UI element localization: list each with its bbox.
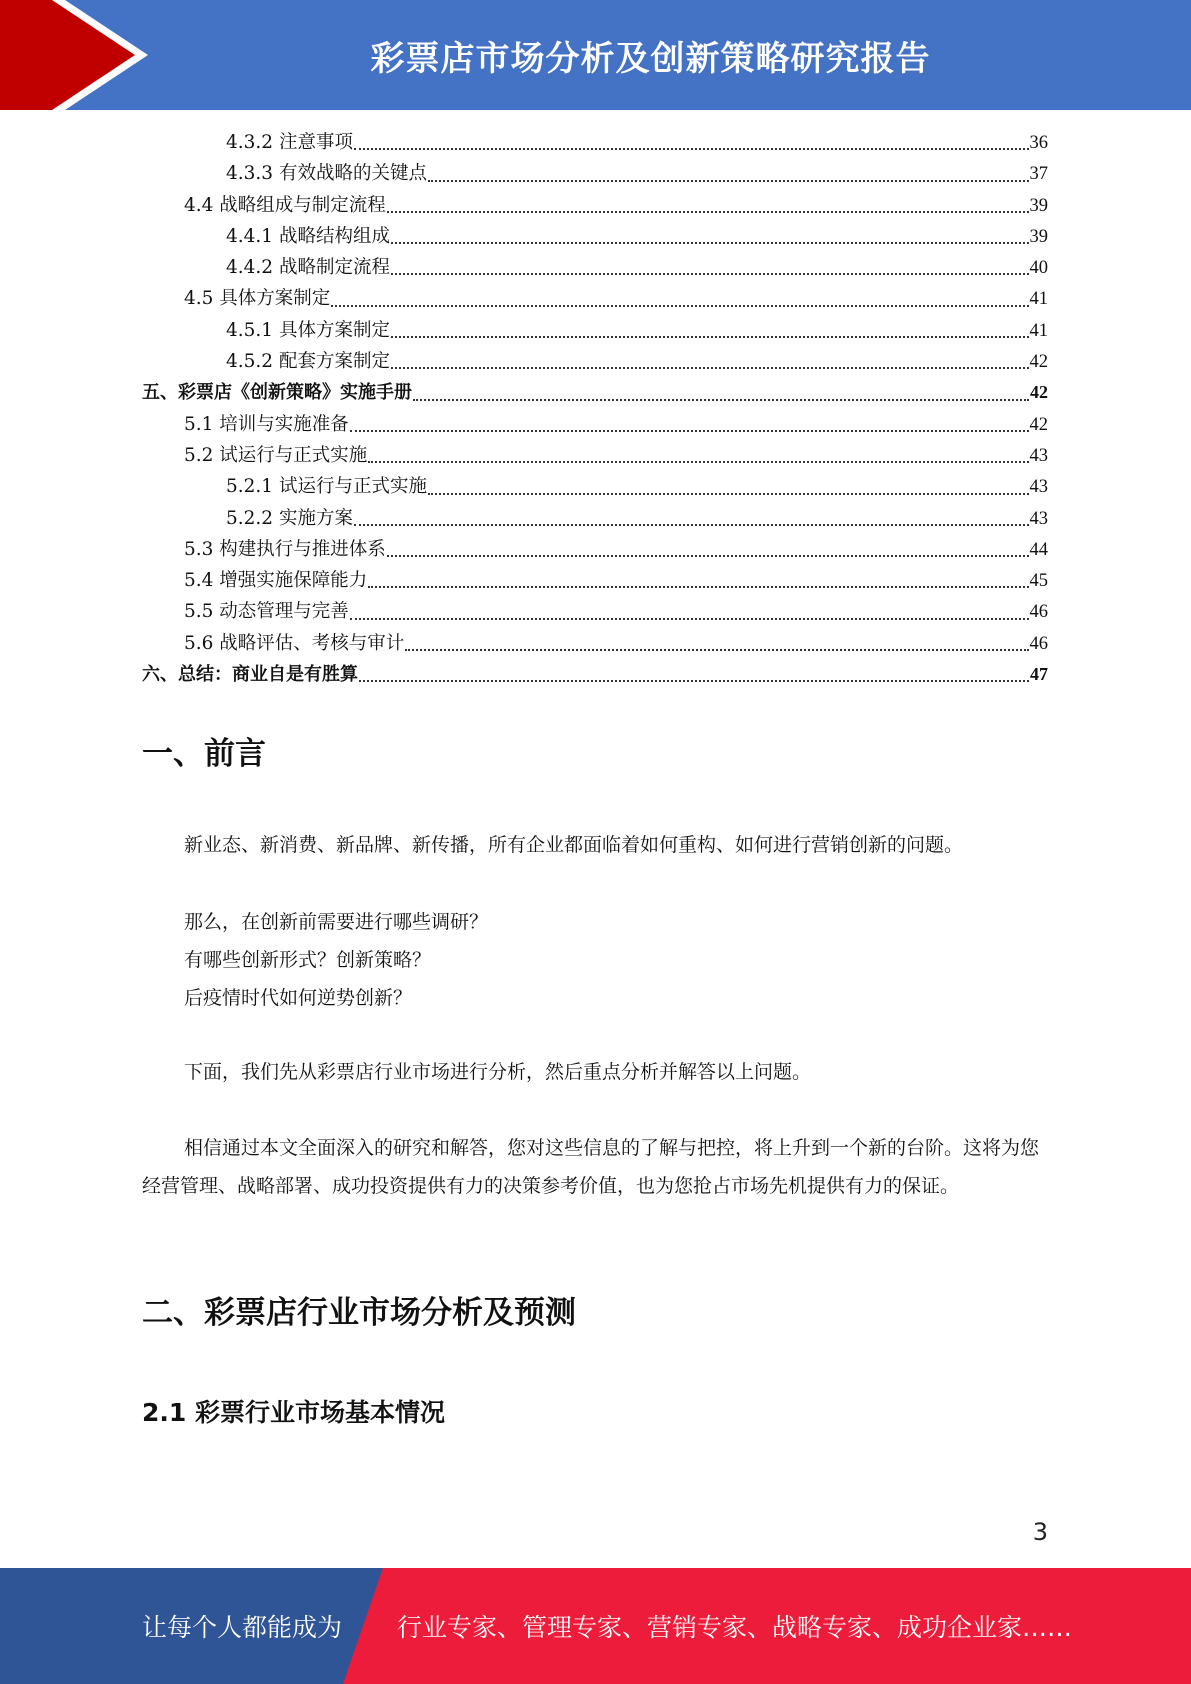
toc-entry[interactable] — [142, 503, 1048, 534]
toc-entry-page: 42 — [1029, 414, 1048, 435]
toc-entry-title: 5.2 试运行与正式实施 — [184, 444, 368, 466]
toc-entry[interactable] — [142, 565, 1048, 596]
toc-dot-leader — [391, 336, 1029, 338]
toc-entry-title: 4.4.1 战略结构组成 — [226, 225, 390, 247]
preface-question-1: 那么，在创新前需要进行哪些调研？ — [184, 911, 489, 933]
toc-entry-page: 42 — [1029, 352, 1048, 373]
toc-entry-page: 45 — [1029, 571, 1048, 592]
preface-paragraph-1: 新业态、新消费、新品牌、新传播，所有企业都面临着如何重构、如何进行营销创新的问题。 — [184, 834, 964, 856]
toc-dot-leader — [350, 618, 1029, 620]
toc-entry-page: 43 — [1029, 508, 1048, 529]
toc-entry[interactable] — [142, 346, 1048, 377]
toc-entry-page: 39 — [1029, 195, 1048, 216]
toc-dot-leader — [405, 649, 1028, 651]
toc-entry-title: 5.1 培训与实施准备 — [184, 413, 349, 435]
toc-dot-leader — [368, 586, 1028, 588]
toc-entry[interactable] — [142, 283, 1048, 314]
toc-entry-page: 42 — [1030, 382, 1048, 403]
toc-entry[interactable] — [142, 190, 1048, 221]
toc-entry-page: 41 — [1029, 289, 1048, 310]
report-title: 彩票店市场分析及创新策略研究报告 — [370, 38, 931, 79]
toc-entry-page: 41 — [1029, 320, 1048, 341]
page-footer — [0, 1568, 1191, 1684]
toc-dot-leader — [350, 430, 1029, 432]
toc-entry-page: 47 — [1030, 664, 1048, 685]
toc-entry[interactable] — [142, 596, 1048, 627]
table-of-contents — [142, 127, 1048, 690]
toc-entry-title: 4.3.3 有效战略的关键点 — [226, 163, 427, 185]
preface-paragraph-3: 相信通过本文全面深入的研究和解答，您对这些信息的了解与把控，将上升到一个新的台阶。这将为您经营管理、战略部署、成功投资提供有力的决策参考价值，也为您抢占市场先机提供有力的保证。 — [142, 1137, 1040, 1197]
toc-entry-title: 5.2.2 实施方案 — [226, 507, 353, 529]
toc-dot-leader — [387, 211, 1029, 213]
toc-entry-page: 46 — [1029, 602, 1048, 623]
toc-entry[interactable] — [142, 315, 1048, 346]
toc-entry-title: 5.2.1 试运行与正式实施 — [226, 476, 427, 498]
page-header — [0, 0, 1191, 110]
toc-entry-page: 37 — [1029, 164, 1048, 185]
toc-entry-page: 46 — [1029, 633, 1048, 654]
chevron-arrow-icon — [0, 0, 150, 110]
toc-entry-title: 4.5 具体方案制定 — [184, 288, 331, 310]
page-number: 3 — [1032, 1518, 1048, 1546]
toc-dot-leader — [331, 305, 1028, 307]
toc-entry-title: 4.4 战略组成与制定流程 — [184, 194, 386, 216]
toc-entry[interactable] — [142, 377, 1048, 408]
toc-entry[interactable] — [142, 221, 1048, 252]
toc-entry[interactable] — [142, 409, 1048, 440]
subsection-heading: 2.1 彩票行业市场基本情况 — [142, 1398, 445, 1427]
preface-question-3: 后疫情时代如何逆势创新？ — [184, 987, 413, 1009]
toc-entry[interactable] — [142, 158, 1048, 189]
toc-entry-page: 40 — [1029, 258, 1048, 279]
toc-entry[interactable] — [142, 628, 1048, 659]
toc-dot-leader — [413, 399, 1029, 401]
toc-dot-leader — [428, 493, 1029, 495]
section-heading-market-analysis: 二、彩票店行业市场分析及预测 — [142, 1295, 576, 1331]
toc-entry-title: 4.3.2 注意事项 — [226, 132, 353, 153]
toc-entry-page: 43 — [1029, 445, 1048, 466]
section-heading-preface: 一、前言 — [142, 736, 266, 772]
toc-dot-leader — [391, 367, 1029, 369]
toc-entry[interactable] — [142, 440, 1048, 471]
toc-dot-leader — [391, 242, 1029, 244]
toc-entry[interactable] — [142, 534, 1048, 565]
toc-entry-title: 5.6 战略评估、考核与审计 — [184, 632, 405, 654]
footer-slogan-left: 让每个人都能成为 — [142, 1613, 343, 1642]
toc-dot-leader — [387, 555, 1029, 557]
toc-entry-title: 4.4.2 战略制定流程 — [226, 257, 390, 279]
toc-entry-page: 44 — [1029, 539, 1048, 560]
toc-entry-title: 4.5.1 具体方案制定 — [226, 319, 390, 341]
toc-dot-leader — [428, 180, 1029, 182]
toc-dot-leader — [354, 524, 1029, 526]
toc-entry-title: 5.5 动态管理与完善 — [184, 601, 349, 623]
toc-entry-title: 五、彩票店《创新策略》实施手册 — [142, 382, 412, 404]
toc-entry[interactable] — [142, 659, 1048, 690]
footer-slogan-right: 行业专家、管理专家、营销专家、战略专家、成功企业家…… — [397, 1613, 1073, 1642]
toc-entry-title: 5.3 构建执行与推进体系 — [184, 538, 386, 560]
preface-paragraph-2: 下面，我们先从彩票店行业市场进行分析，然后重点分析并解答以上问题。 — [184, 1061, 812, 1083]
preface-question-2: 有哪些创新形式？创新策略？ — [184, 949, 432, 971]
toc-entry[interactable] — [142, 252, 1048, 283]
toc-dot-leader — [368, 461, 1028, 463]
toc-entry-page: 36 — [1029, 133, 1048, 153]
toc-entry[interactable] — [142, 127, 1048, 158]
toc-entry-page: 39 — [1029, 226, 1048, 247]
toc-entry-title: 5.4 增强实施保障能力 — [184, 570, 368, 592]
toc-dot-leader — [359, 680, 1029, 682]
toc-dot-leader — [391, 273, 1029, 275]
toc-entry-title: 4.5.2 配套方案制定 — [226, 351, 390, 373]
toc-entry-title: 六、总结：商业自是有胜算 — [142, 664, 358, 686]
toc-dot-leader — [354, 148, 1029, 150]
toc-entry-page: 43 — [1029, 477, 1048, 498]
toc-entry[interactable] — [142, 471, 1048, 502]
